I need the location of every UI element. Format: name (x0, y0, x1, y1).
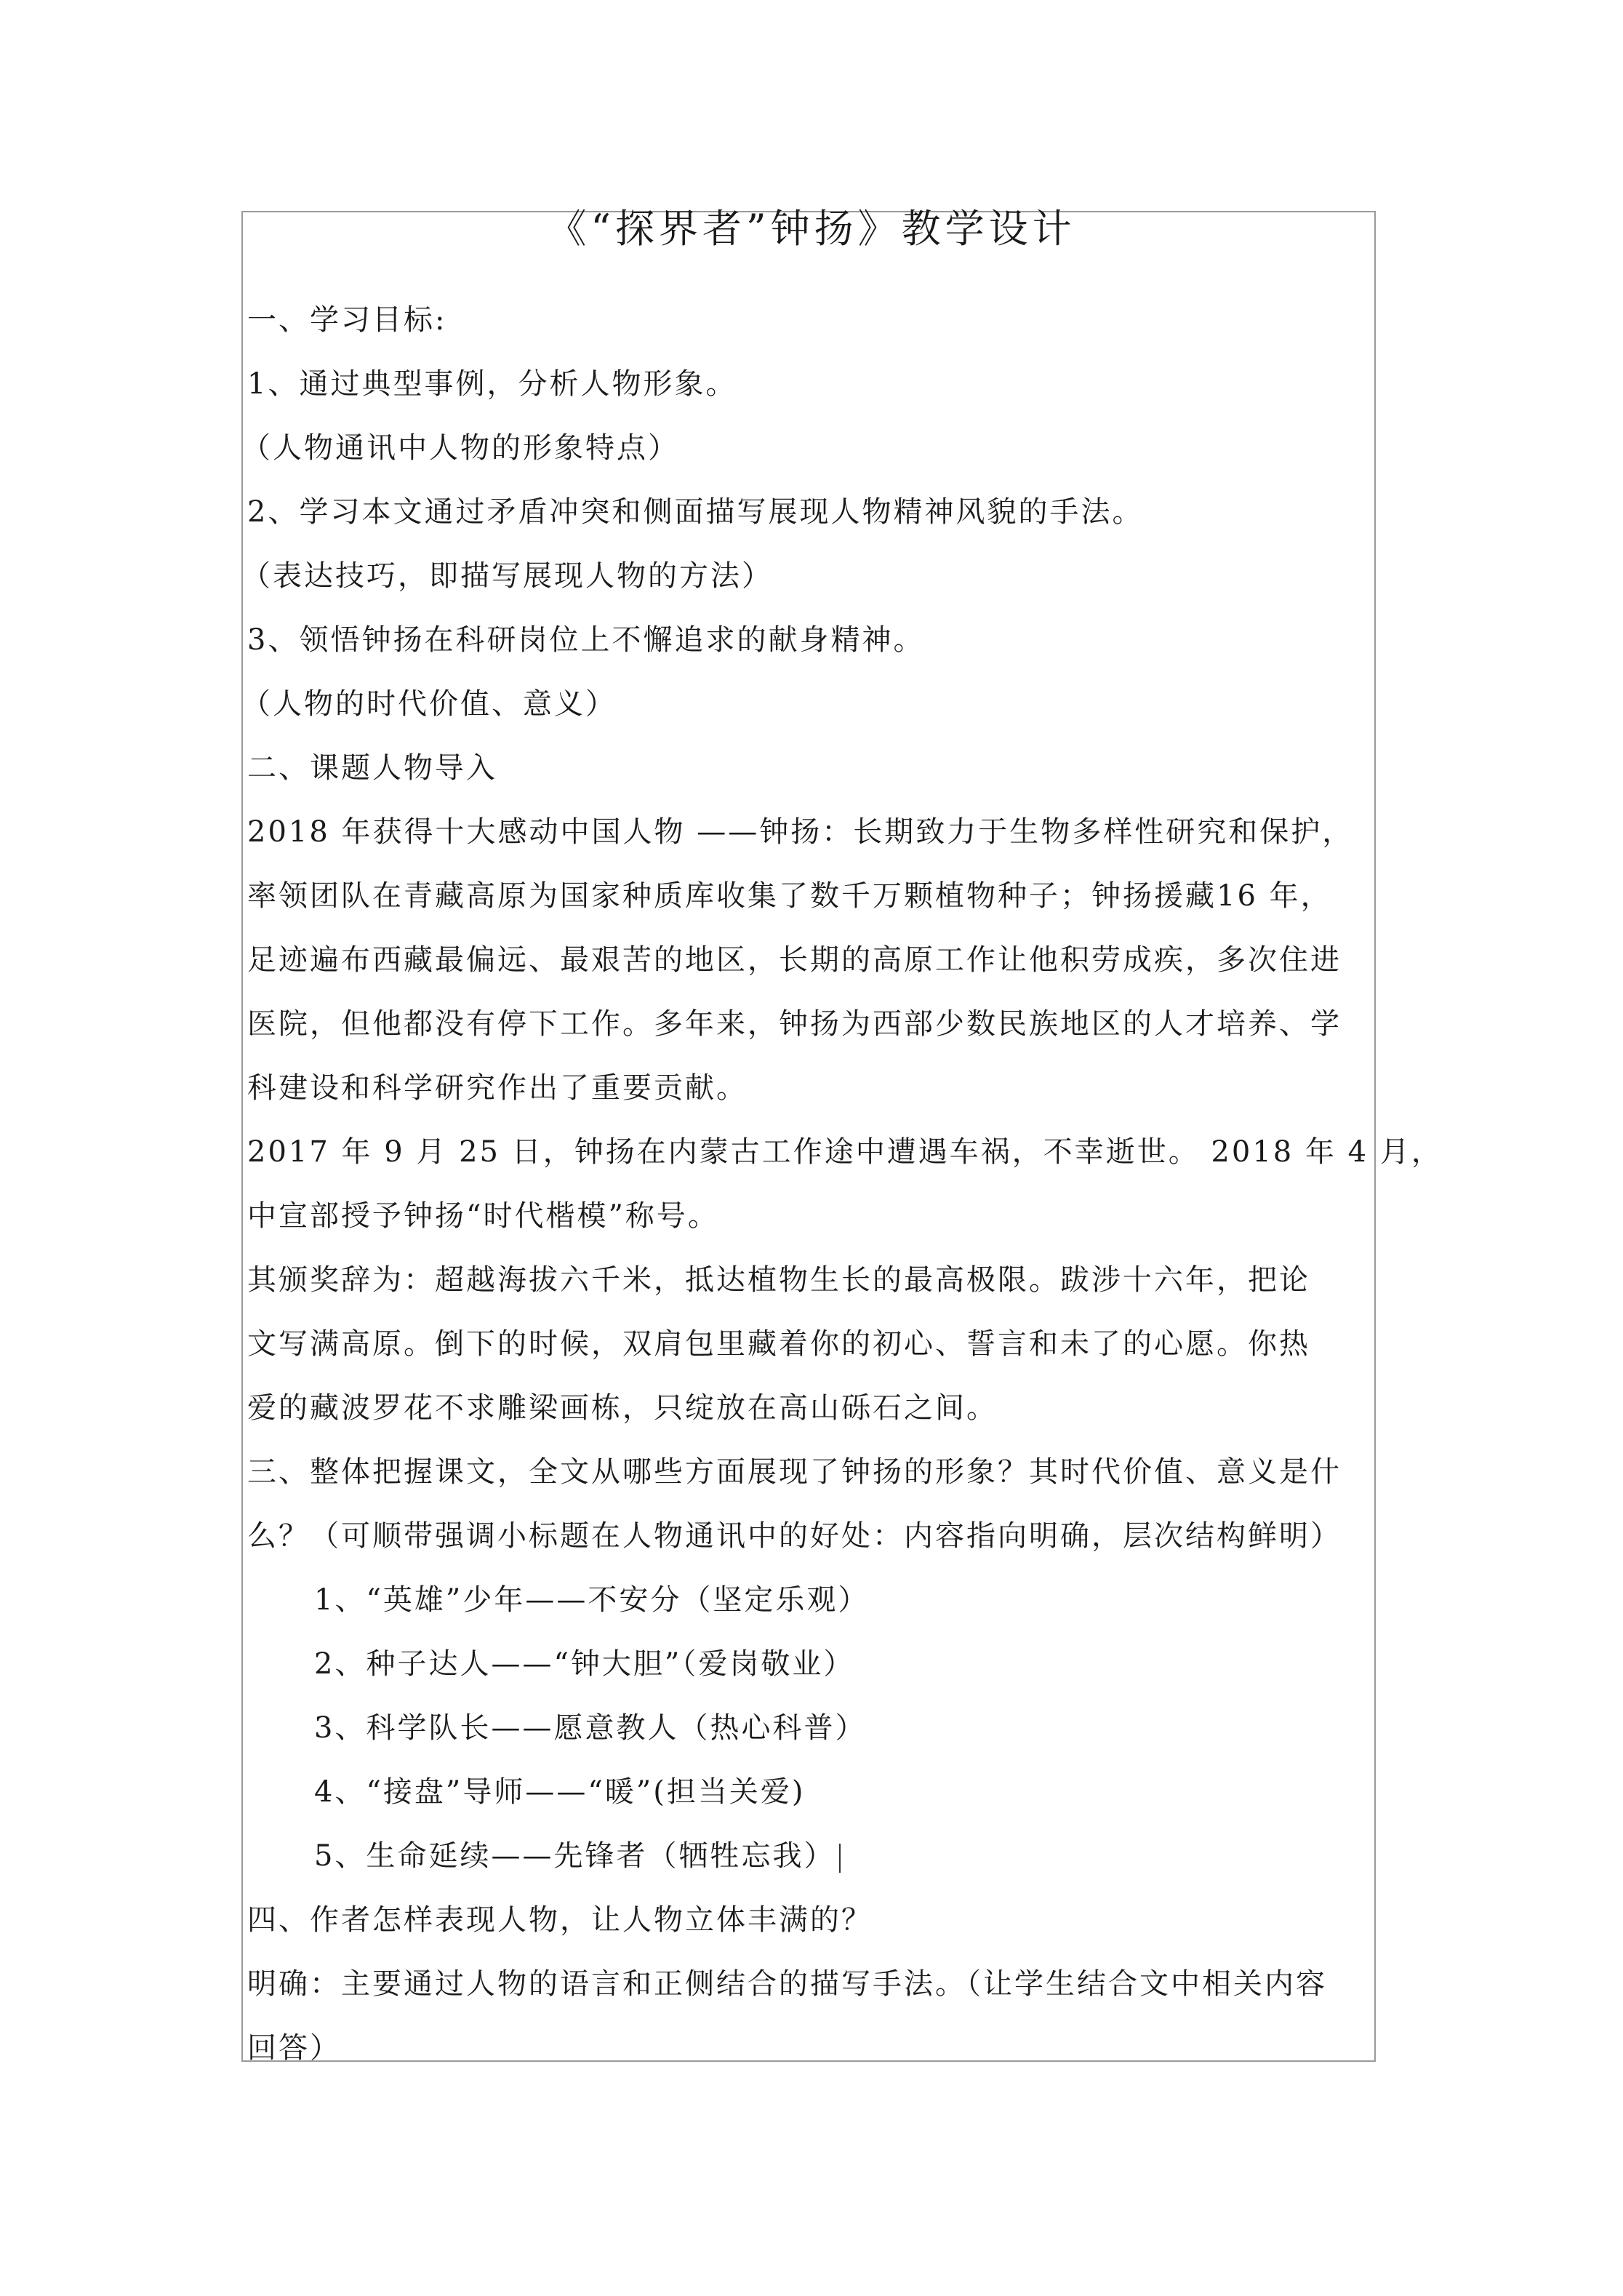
paragraph-line: 科建设和科学研究作出了重要贡献。 (247, 1071, 748, 1105)
section-heading: 一、学习目标: (247, 303, 447, 337)
list-item: 1、“英雄”少年——不安分（坚定乐观） (314, 1583, 870, 1617)
paragraph-line: 明确：主要通过人物的语言和正侧结合的描写手法。（让学生结合文中相关内容 (247, 1967, 1327, 2001)
paragraph-line: 回答） (247, 2031, 341, 2065)
objective-note: （人物通讯中人物的形象特点） (241, 431, 679, 465)
section-heading: 四、作者怎样表现人物，让人物立体丰满的？ (247, 1903, 873, 1937)
paragraph-line: 么？（可顺带强调小标题在人物通讯中的好处：内容指向明确，层次结构鲜明） (247, 1519, 1342, 1553)
paragraph-line: 其颁奖辞为：超越海拔六千米，抵达植物生长的最高极限。跋涉十六年，把论 (247, 1263, 1310, 1297)
objective-item: 2、学习本文通过矛盾冲突和侧面描写展现人物精神风貌的手法。 (247, 495, 1144, 529)
paragraph-line: 足迹遍布西藏最偏远、最艰苦的地区，长期的高原工作让他积劳成疾，多次住进 (247, 943, 1342, 977)
paragraph-line: 爱的藏波罗花不求雕梁画栋，只绽放在高山砾石之间。 (247, 1391, 998, 1425)
objective-item: 3、领悟钟扬在科研岗位上不懈追求的献身精神。 (247, 623, 925, 657)
section-heading: 三、整体把握课文，全文从哪些方面展现了钟扬的形象？其时代价值、意义是什 (247, 1455, 1342, 1489)
paragraph-line: 2018 年获得十大感动中国人物 ——钟扬：长期致力于生物多样性研究和保护， (247, 815, 1354, 849)
paragraph-line: 中宣部授予钟扬“时代楷模”称号。 (247, 1199, 719, 1233)
document-title: 《“探界者”钟扬》教学设计 (547, 206, 1076, 252)
paragraph-line: 医院，但他都没有停下工作。多年来，钟扬为西部少数民族地区的人才培养、学 (247, 1007, 1342, 1041)
list-item-text: 5、生命延续——先锋者（牺牲忘我） (314, 1839, 835, 1873)
document-body (241, 288, 1443, 2080)
paragraph-line: 率领团队在青藏高原为国家种质库收集了数千万颗植物种子；钟扬援藏16 年， (247, 879, 1332, 913)
objective-note: （表达技巧，即描写展现人物的方法） (241, 559, 773, 593)
objective-item: 1、通过典型事例，分析人物形象。 (247, 367, 737, 401)
paragraph-line: 2017 年 9 月 25 日，钟扬在内蒙古工作途中遭遇车祸，不幸逝世。 2018 年 4 月， (247, 1135, 1443, 1169)
paragraph-line: 文写满高原。倒下的时候，双肩包里藏着你的初心、誓言和未了的心愿。你热 (247, 1327, 1310, 1361)
list-item (247, 1824, 1374, 1888)
list-item: 2、种子达人——“钟大胆”（爱岗敬业） (314, 1647, 855, 1681)
list-item: 4、“接盘”导师——“暖”(担当关爱) (314, 1775, 806, 1809)
objective-note: （人物的时代价值、意义） (241, 687, 617, 721)
section-heading: 二、课题人物导入 (247, 751, 497, 785)
text-cursor (839, 1844, 841, 1873)
list-item: 3、科学队长——愿意教人（热心科普） (314, 1711, 867, 1745)
